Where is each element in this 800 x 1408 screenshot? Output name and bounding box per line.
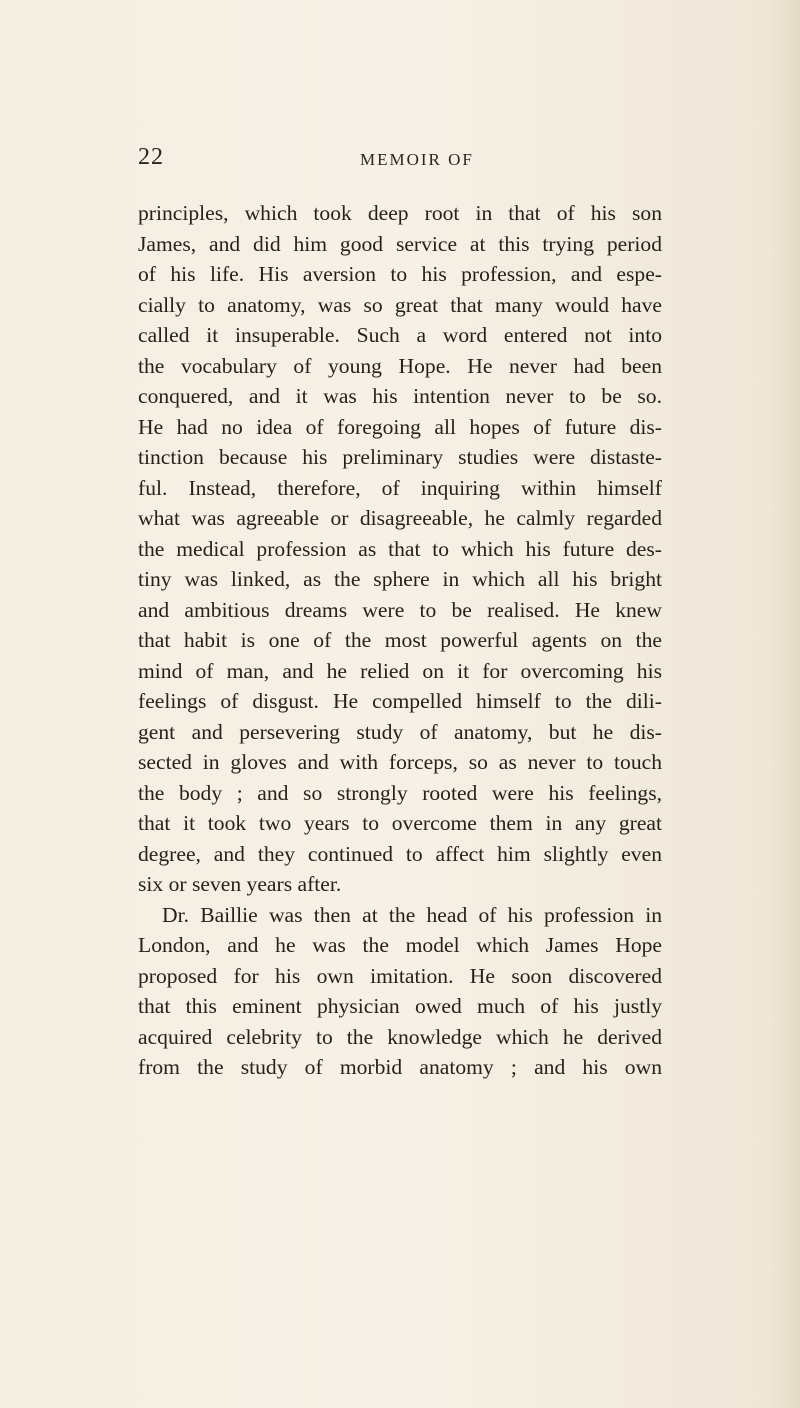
text-line: what was agreeable or disagreeable, he calmly regarded bbox=[138, 506, 662, 530]
text-line: sected in gloves and with forceps, so as never to touch bbox=[138, 750, 662, 774]
text-line: James, and did him good service at this trying period bbox=[138, 231, 662, 256]
page-number: 22 bbox=[138, 144, 164, 170]
text-line: the body ; and so strongly rooted were his feelings, bbox=[138, 780, 662, 805]
text-line: degree, and they continued to affect him slightly even bbox=[138, 841, 662, 866]
text-line: ful. Instead, therefore, of inquiring within himself bbox=[138, 475, 662, 500]
text-line: the vocabulary of young Hope. He never had been bbox=[138, 353, 662, 378]
text-line: that it took two years to overcome them in any great bbox=[138, 811, 662, 835]
text-line: Dr. Baillie was then at the head of his profession in bbox=[162, 902, 662, 927]
text-line: that this eminent physician owed much of his justly bbox=[138, 994, 662, 1018]
text-line: London, and he was the model which James Hope bbox=[138, 933, 662, 957]
text-line: from the study of morbid anatomy ; and his own bbox=[138, 1055, 662, 1079]
text-line: He had no idea of foregoing all hopes of future dis- bbox=[138, 414, 662, 439]
text-line: principles, which took deep root in that of his son bbox=[138, 201, 662, 225]
text-line: gent and persevering study of anatomy, but he dis- bbox=[138, 719, 662, 744]
page-header bbox=[138, 144, 658, 174]
text-line: called it insuperable. Such a word entered not into bbox=[138, 323, 662, 347]
text-line: six or seven years after. bbox=[138, 872, 342, 896]
running-head: MEMOIR OF bbox=[360, 150, 474, 169]
text-line: the medical profession as that to which his future des- bbox=[138, 536, 662, 561]
text-line: tinction because his preliminary studies were distaste- bbox=[138, 445, 662, 469]
text-line: acquired celebrity to the knowledge which he derived bbox=[138, 1024, 662, 1049]
text-line: feelings of disgust. He compelled himself to the dili- bbox=[138, 689, 662, 713]
text-line: that habit is one of the most powerful agents on the bbox=[138, 628, 662, 652]
text-line: cially to anatomy, was so great that many would have bbox=[138, 292, 662, 317]
text-line: mind of man, and he relied on it for overcoming his bbox=[138, 658, 662, 683]
text-line: of his life. His aversion to his profession, and espe- bbox=[138, 262, 662, 286]
text-line: tiny was linked, as the sphere in which all his bright bbox=[138, 567, 662, 591]
text-line: conquered, and it was his intention never to be so. bbox=[138, 384, 662, 408]
body-text bbox=[138, 198, 662, 1083]
text-line: and ambitious dreams were to be realised. He knew bbox=[138, 597, 662, 622]
text-line: proposed for his own imitation. He soon discovered bbox=[138, 963, 662, 988]
